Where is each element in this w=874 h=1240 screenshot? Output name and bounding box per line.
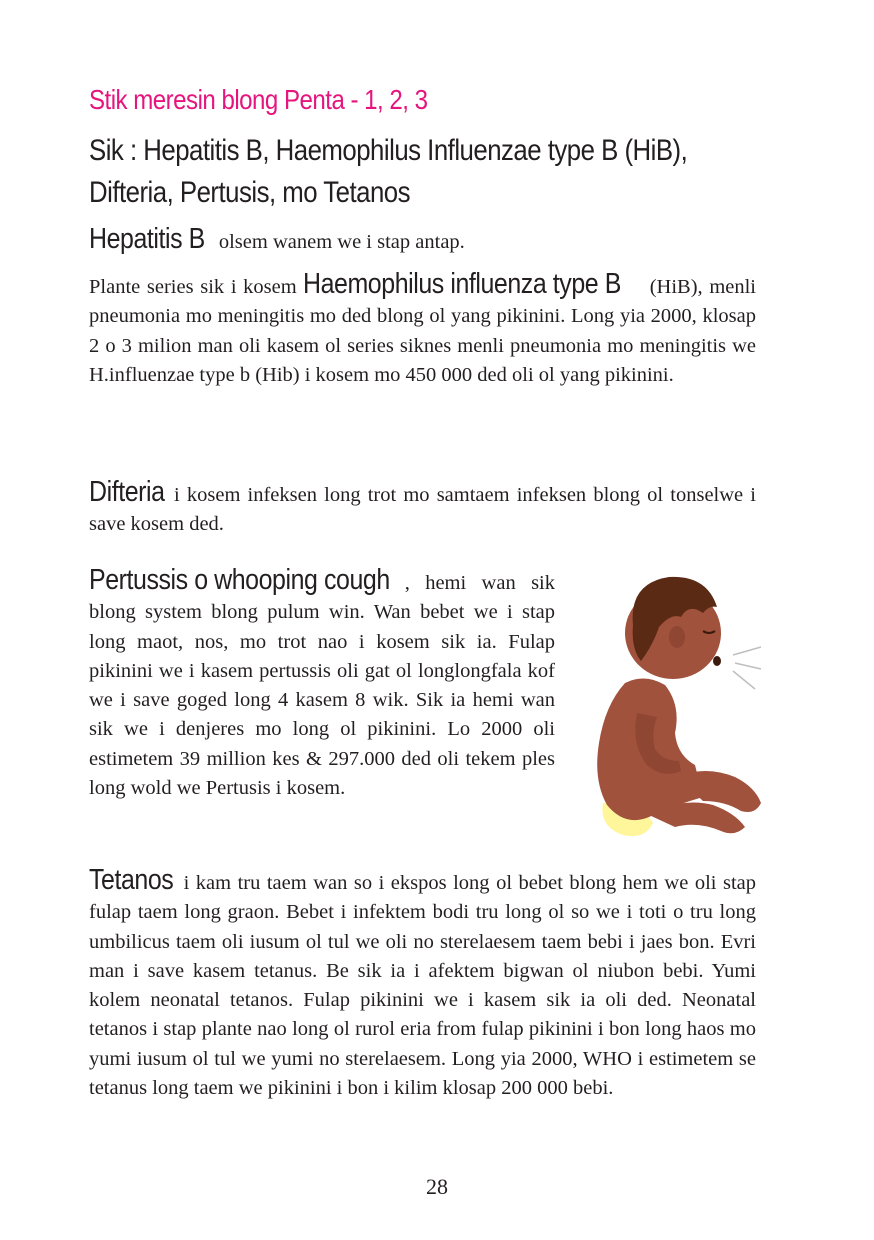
page-number: 28 [426, 1174, 448, 1199]
hepatitis-text: olsem wanem we i stap antap. [213, 231, 465, 253]
pertussis-paragraph [89, 566, 555, 803]
difteria-paragraph [89, 478, 756, 540]
tetanos-text: i kam tru taem wan so i ekspos long ol bebet blong hem we oli stap fulap taem long graon. Bebet i infektem bodi tru long ol so we i toti o tru long umbilicus taem oli iusum ol tul we oli no sterelaesem taem bebi i jaes bon. Evri man i save kasem tetanus. Be sik ia i afektem bigwan ol niubon bebi. Yumi kolem neonatal tetanos. Fulap pikinini we i kasem sik ia oli ded. Neonatal tetanos i stap plante nao long ol rurol eria from fulap pikinini i bon long haos mo yumi iusum ol tul we yumi no sterelaesem. Long yia 2000, WHO i estimetem se tetanus long taem we pikinini i bon i kilim klosap 200 000 bebi. [89, 872, 756, 1100]
hib-text-before: Plante series sik i kosem [89, 276, 304, 298]
difteria-heading: Difteria [89, 476, 165, 508]
pertussis-text: , hemi wan sik blong system blong pulum win. Wan bebet we i stap long maot, nos, mo trot nao i kosem sik ia. Fulap pikinini we i kasem pertussis oli gat ol longlongfala kof we i save goged long 4 kasem 8 wik. Sik ia hemi wan sik we i denjeres mo long ol pikinini. Lo 2000 oli estimetem 39 million kes & 297.000 ded oli tekem ples long wold we Pertusis i kosem. [89, 572, 555, 800]
hib-text-after: (HiB), menli pneumonia mo meningitis mo ded blong ol yang pikinini. Long yia 2000, klosap 2 o 3 milion man oli kasem ol series siknes menli pneumonia mo meningitis we H.influenzae type b (Hib) i kosem mo 450 000 ded oli ol yang pikinini. [89, 276, 757, 386]
difteria-text: i kosem infeksen long trot mo samtaem infeksen blong ol tonselwe i save kosem ded. [89, 484, 756, 536]
hepatitis-paragraph [89, 225, 756, 257]
tetanos-paragraph [89, 866, 756, 1103]
pertussis-heading: Pertussis o whooping cough [89, 564, 390, 596]
page-subtitle: Sik : Hepatitis B, Haemophilus Influenzae type B (HiB), Difteria, Pertusis, mo Tetanos [89, 134, 688, 209]
coughing-baby-illustration [585, 565, 775, 840]
baby-figure [597, 577, 761, 836]
tetanos-heading: Tetanos [89, 864, 174, 896]
page-title: Stik meresin blong Penta - 1, 2, 3 [89, 84, 428, 115]
hepatitis-heading: Hepatitis B [89, 223, 205, 255]
hib-heading: Haemophilus influenza type B [303, 268, 622, 300]
hib-paragraph [89, 270, 756, 390]
